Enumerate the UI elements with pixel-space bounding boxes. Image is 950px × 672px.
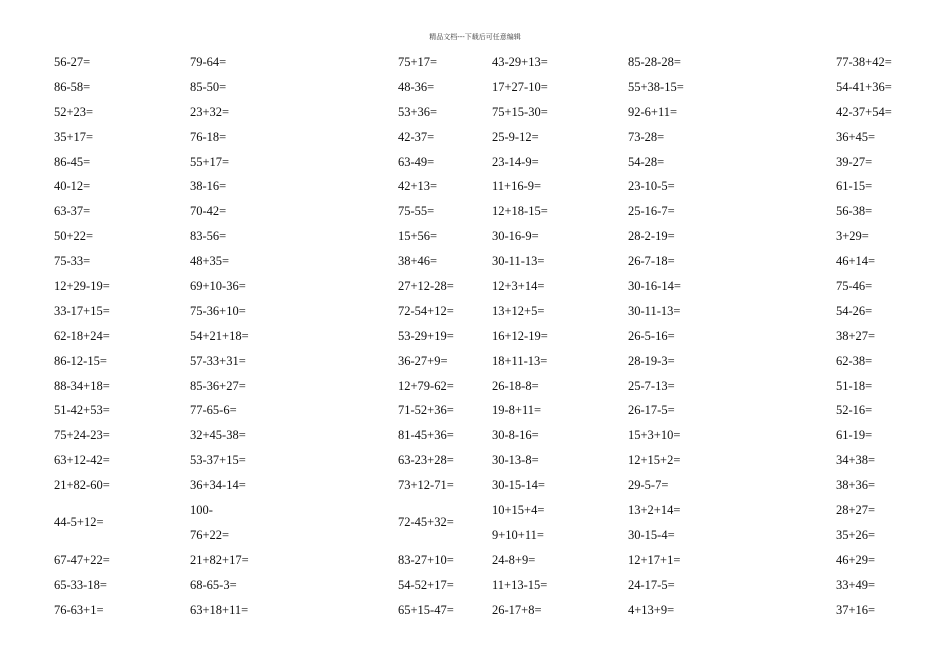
- problem: 85-36+27=: [190, 378, 246, 393]
- problem: 55+38-15=: [628, 79, 684, 94]
- problem: 17+27-10=: [492, 79, 548, 94]
- problem: 10+15+4=: [492, 503, 545, 518]
- problem: 23-10-5=: [628, 179, 675, 194]
- problem: 81-45+36=: [398, 428, 454, 443]
- problem: 24-8+9=: [492, 552, 536, 567]
- problem: 19-8+11=: [492, 403, 542, 418]
- problem: 42-37=: [398, 129, 435, 144]
- problem: 72-45+32=: [398, 515, 454, 530]
- problem: 55+17=: [190, 154, 230, 169]
- problem: 28-2-19=: [628, 229, 675, 244]
- problem: 85-50=: [190, 79, 227, 94]
- problem: 30-16-9=: [492, 229, 539, 244]
- problem: 52+23=: [54, 104, 94, 119]
- problem: 30-13-8=: [492, 453, 539, 468]
- problem: 26-17-5=: [628, 403, 675, 418]
- problem: 69+10-36=: [190, 279, 246, 294]
- problem: 76-18=: [190, 129, 227, 144]
- problem: 30-15-4=: [628, 527, 675, 542]
- problem: 26-18-8=: [492, 378, 539, 393]
- problem: 63-49=: [398, 154, 435, 169]
- problem: 21+82+17=: [190, 552, 249, 567]
- problem: 12+79-62=: [398, 378, 454, 393]
- problem: 27+12-28=: [398, 279, 454, 294]
- problem-column-1: [54, 50, 110, 623]
- problem: 37+16=: [836, 602, 876, 617]
- problem: 75+15-30=: [492, 104, 548, 119]
- problem: 15+3+10=: [628, 428, 681, 443]
- problem: 77-38+42=: [836, 55, 892, 69]
- problem: 48-36=: [398, 79, 435, 94]
- problem: 25-7-13=: [628, 378, 675, 393]
- problem: 65-33-18=: [54, 577, 107, 592]
- problem: 57-33+31=: [190, 353, 246, 368]
- problem: 4+13+9=: [628, 602, 675, 617]
- problem: 43-29+13=: [492, 55, 548, 69]
- problem: 38+46=: [398, 254, 438, 269]
- problem: 48+35=: [190, 254, 230, 269]
- problem: 76+22=: [190, 527, 230, 542]
- problem: 28-19-3=: [628, 353, 675, 368]
- problem: 77-65-6=: [190, 403, 237, 418]
- problem: 25-9-12=: [492, 129, 539, 144]
- problem: 75+17=: [398, 55, 438, 69]
- problem: 62-38=: [836, 353, 873, 368]
- problem: 61-19=: [836, 428, 873, 443]
- problem: 79-64=: [190, 55, 227, 69]
- problem: 51-18=: [836, 378, 873, 393]
- problem: 36-27+9=: [398, 353, 448, 368]
- problem: 75-33=: [54, 254, 91, 269]
- problem: 12+15+2=: [628, 453, 681, 468]
- problem: 56-38=: [836, 204, 873, 219]
- problem: 46+14=: [836, 254, 876, 269]
- problem: 88-34+18=: [54, 378, 110, 393]
- problem: 23-14-9=: [492, 154, 539, 169]
- problem: 30-15-14=: [492, 478, 545, 493]
- problem: 54-52+17=: [398, 577, 454, 592]
- problem: 39-27=: [836, 154, 873, 169]
- problem: 53-37+15=: [190, 453, 246, 468]
- problem: 75-46=: [836, 279, 873, 294]
- problem: 13+12+5=: [492, 303, 545, 318]
- problem: 33-17+15=: [54, 303, 110, 318]
- problem: 67-47+22=: [54, 552, 110, 567]
- problem: 75-36+10=: [190, 303, 246, 318]
- problem: 36+45=: [836, 129, 876, 144]
- problem: 26-5-16=: [628, 328, 675, 343]
- problem: 100-: [190, 503, 213, 518]
- problem: 54-28=: [628, 154, 665, 169]
- problem: 54-41+36=: [836, 79, 892, 94]
- problem: 29-5-7=: [628, 478, 669, 493]
- problem: 23+32=: [190, 104, 230, 119]
- problem: 68-65-3=: [190, 577, 237, 592]
- problem: 26-17+8=: [492, 602, 542, 617]
- problem: 73-28=: [628, 129, 665, 144]
- problem: 42+13=: [398, 179, 438, 194]
- problem: 11+13-15=: [492, 577, 548, 592]
- problem: 75+24-23=: [54, 428, 110, 443]
- problem: 75-55=: [398, 204, 435, 219]
- problem: 12+18-15=: [492, 204, 548, 219]
- problem: 30-11-13=: [628, 303, 681, 318]
- problem: 53-29+19=: [398, 328, 454, 343]
- problem: 63+12-42=: [54, 453, 110, 468]
- problem: 72-54+12=: [398, 303, 454, 318]
- problem: 83-27+10=: [398, 552, 454, 567]
- problem: 86-45=: [54, 154, 91, 169]
- page-header: 精品文档---下载后可任意编辑: [429, 33, 521, 41]
- problem: 86-58=: [54, 79, 91, 94]
- problem: 40-12=: [54, 179, 91, 194]
- problem-column-5: [628, 50, 684, 622]
- problem: 34+38=: [836, 453, 876, 468]
- problem: 70-42=: [190, 204, 227, 219]
- problem-column-3: [398, 50, 454, 623]
- problem: 86-12-15=: [54, 353, 107, 368]
- problem: 62-18+24=: [54, 328, 110, 343]
- problem: 44-5+12=: [54, 515, 104, 530]
- problem: 63+18+11=: [190, 602, 249, 617]
- problem: 42-37+54=: [836, 104, 892, 119]
- problem: 25-16-7=: [628, 204, 675, 219]
- problem: 30-8-16=: [492, 428, 539, 443]
- problem: 54-26=: [836, 303, 873, 318]
- problem: 30-16-14=: [628, 279, 681, 294]
- problem: 9+10+11=: [492, 527, 544, 542]
- problem: 85-28-28=: [628, 55, 681, 69]
- problem: 71-52+36=: [398, 403, 454, 418]
- problem: 12+29-19=: [54, 279, 110, 294]
- problem: 16+12-19=: [492, 328, 548, 343]
- problem-column-2: [190, 50, 249, 622]
- problem: 28+27=: [836, 503, 876, 518]
- problem: 11+16-9=: [492, 179, 542, 194]
- problem: 83-56=: [190, 229, 227, 244]
- problem-column-6: [836, 50, 892, 622]
- problem: 73+12-71=: [398, 478, 454, 493]
- problem: 61-15=: [836, 179, 873, 194]
- problem: 13+2+14=: [628, 503, 681, 518]
- problem: 54+21+18=: [190, 328, 249, 343]
- problem: 76-63+1=: [54, 602, 104, 617]
- problem: 51-42+53=: [54, 403, 110, 418]
- problem: 33+49=: [836, 577, 876, 592]
- problem: 38+27=: [836, 328, 876, 343]
- problem: 32+45-38=: [190, 428, 246, 443]
- problem: 63-37=: [54, 204, 91, 219]
- problem: 12+3+14=: [492, 279, 545, 294]
- problem: 26-7-18=: [628, 254, 675, 269]
- problem: 15+56=: [398, 229, 438, 244]
- problem: 35+26=: [836, 527, 876, 542]
- problem: 92-6+11=: [628, 104, 678, 119]
- problem: 21+82-60=: [54, 478, 110, 493]
- problem: 38+36=: [836, 478, 876, 493]
- problem: 46+29=: [836, 552, 876, 567]
- problem: 30-11-13=: [492, 254, 545, 269]
- problem-column-4: [492, 50, 548, 622]
- problem: 56-27=: [54, 55, 91, 69]
- problem: 36+34-14=: [190, 478, 246, 493]
- problem: 38-16=: [190, 179, 227, 194]
- problem: 53+36=: [398, 104, 438, 119]
- problem: 24-17-5=: [628, 577, 675, 592]
- problem: 52-16=: [836, 403, 873, 418]
- problem: 50+22=: [54, 229, 94, 244]
- problem: 65+15-47=: [398, 602, 454, 617]
- problem: 3+29=: [836, 229, 869, 244]
- problem: 12+17+1=: [628, 552, 681, 567]
- problem: 35+17=: [54, 129, 94, 144]
- problem: 63-23+28=: [398, 453, 454, 468]
- problem: 18+11-13=: [492, 353, 548, 368]
